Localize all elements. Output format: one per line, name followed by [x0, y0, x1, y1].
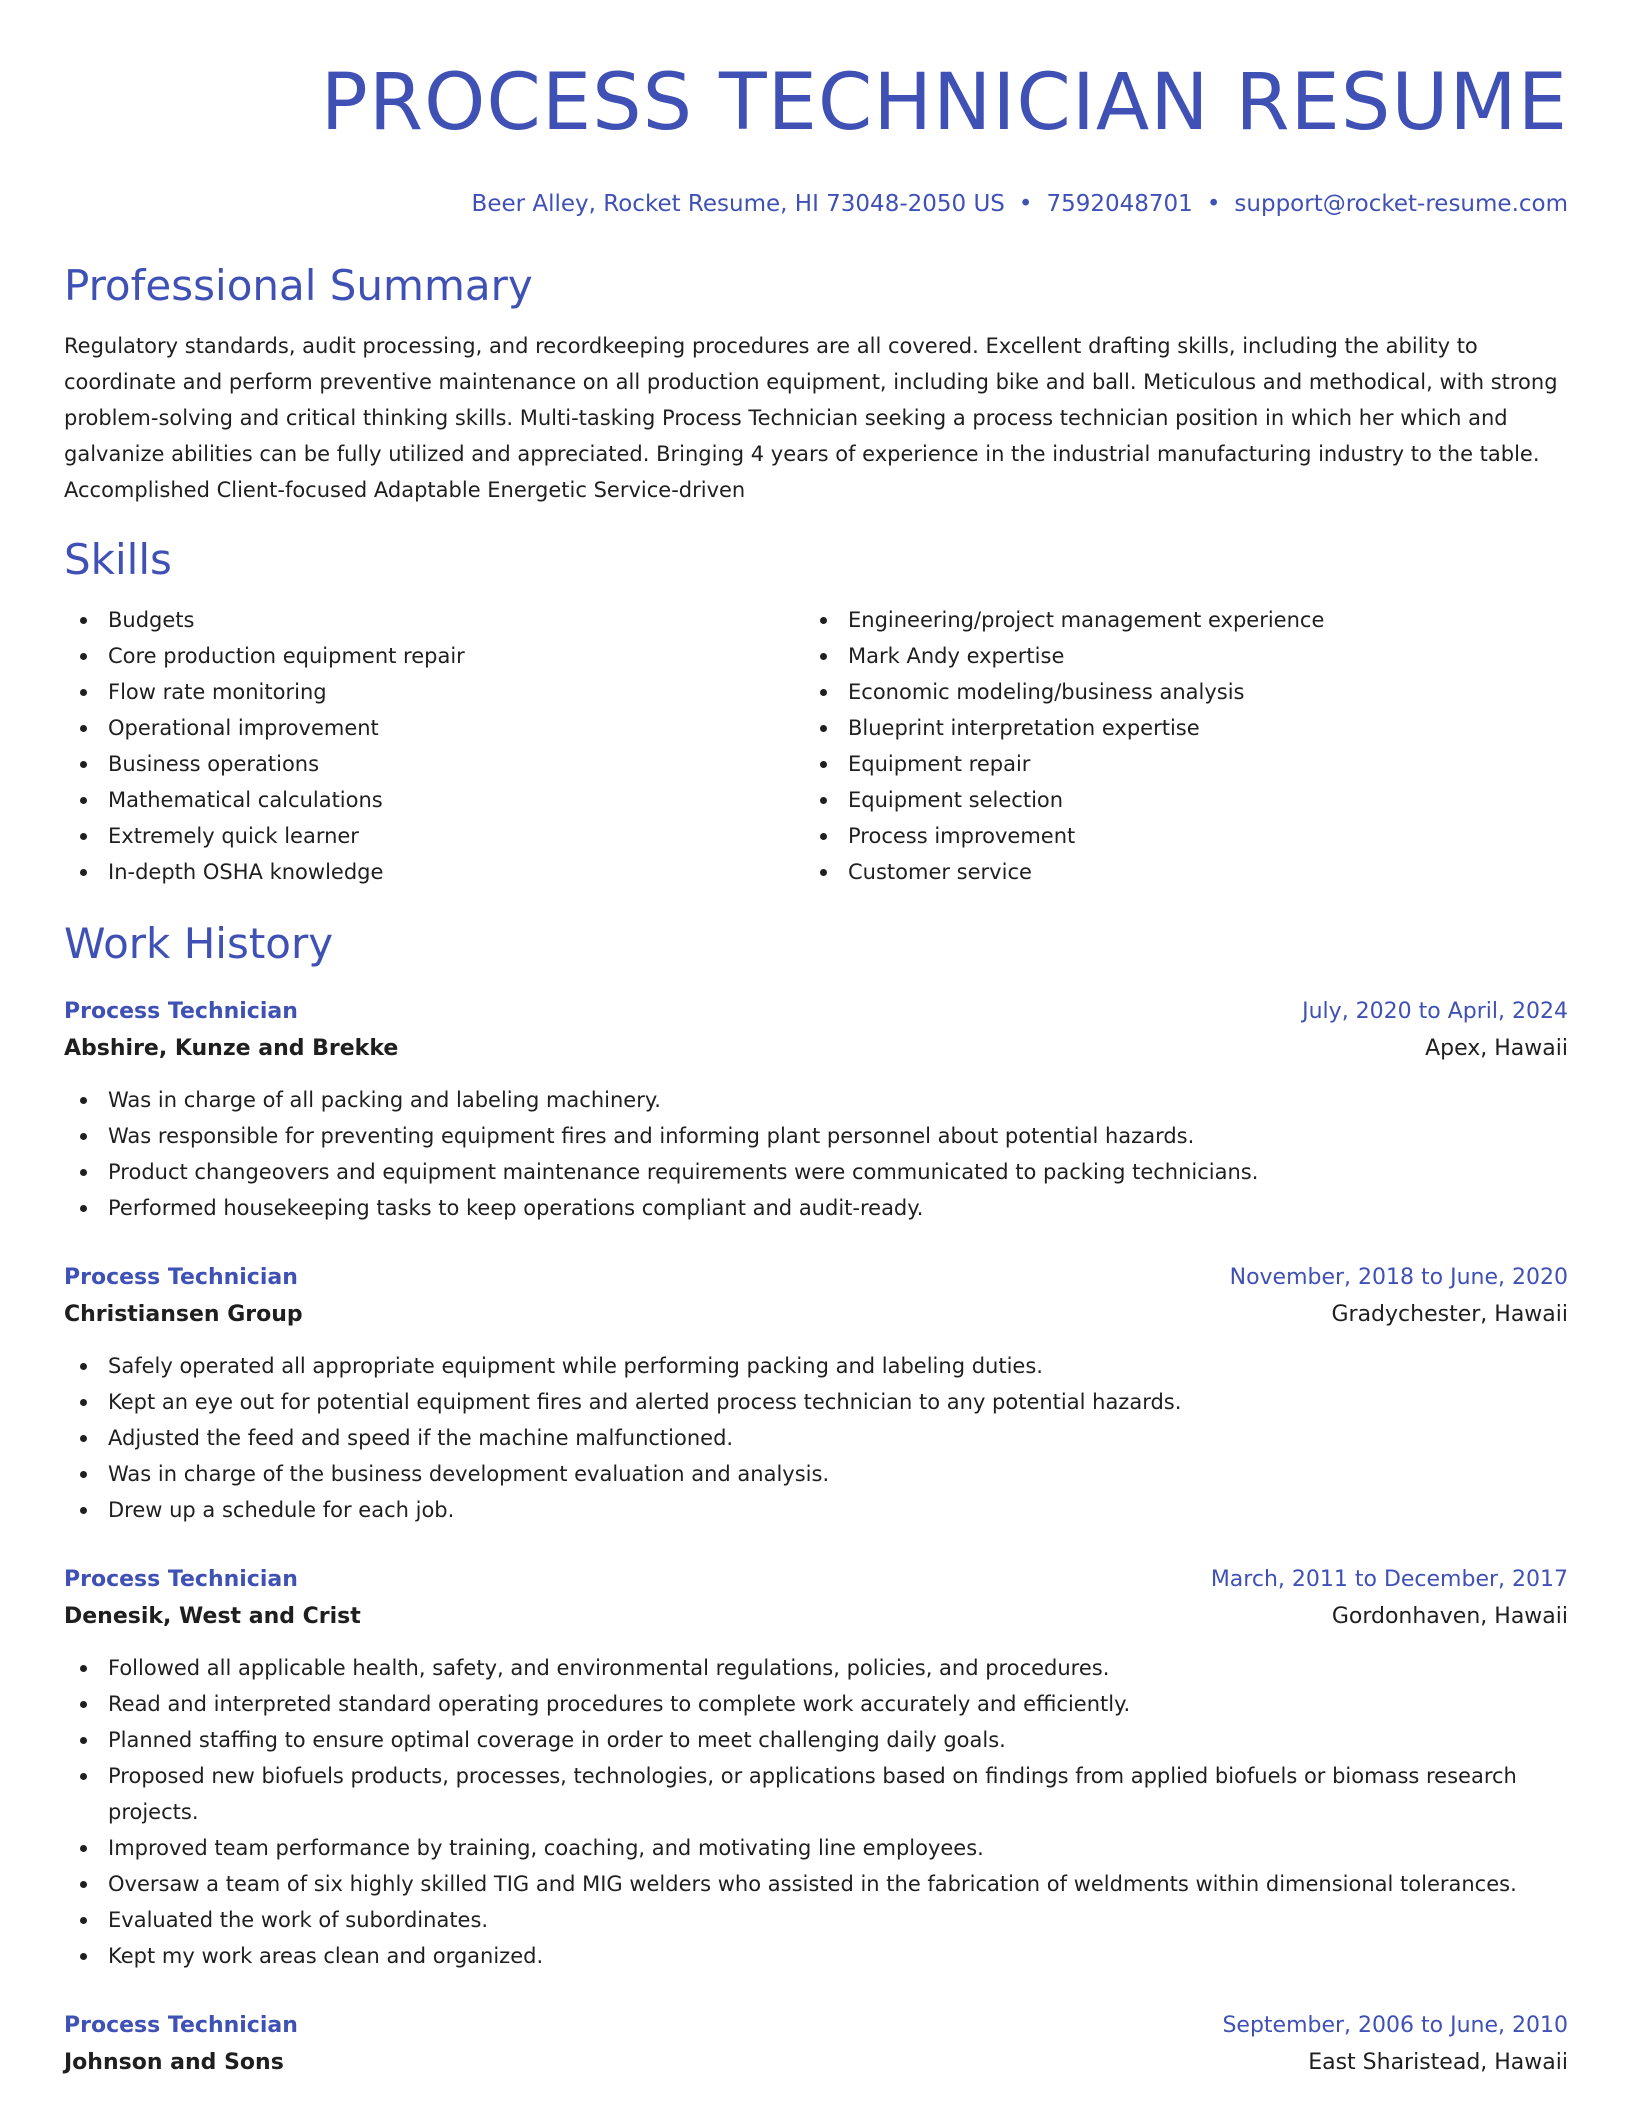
job-title-row	[64, 2008, 1568, 2044]
job-dates: March, 2011 to December, 2017	[1210, 1567, 1568, 1592]
job-company-row	[64, 1296, 1568, 1334]
list-item-text: Performed housekeeping tasks to keep operations compliant and audit-ready.	[108, 1196, 924, 1220]
job-company-row	[64, 2044, 1568, 2082]
job-list	[64, 994, 1568, 2082]
bullet-dot-icon	[820, 761, 827, 768]
job-entry	[64, 994, 1568, 1226]
bullet-dot-icon	[80, 833, 87, 840]
bullet-dot-icon	[80, 689, 87, 696]
contact-address: Beer Alley, Rocket Resume, HI 73048-2050 US	[471, 191, 1005, 217]
bullet-dot-icon	[80, 1953, 87, 1960]
job-entry	[64, 1562, 1568, 1974]
job-title-row	[64, 994, 1568, 1030]
bullet-dot-icon	[80, 653, 87, 660]
bullet-dot-icon	[80, 1205, 87, 1212]
job-company: Denesik, West and Crist	[64, 1604, 361, 1629]
list-item	[64, 782, 804, 818]
list-item-text: Extremely quick learner	[108, 824, 359, 848]
bullet-dot-icon	[80, 1665, 87, 1672]
list-item	[64, 1866, 1568, 1902]
bullet-dot-icon	[80, 1737, 87, 1744]
list-item-text: Equipment repair	[848, 752, 1031, 776]
job-bullet-list	[64, 1082, 1568, 1226]
list-item	[64, 1758, 1568, 1830]
contact-phone: 7592048701	[1046, 191, 1193, 217]
bullet-dot-icon	[820, 797, 827, 804]
list-item	[64, 854, 804, 890]
list-item	[64, 1902, 1568, 1938]
bullet-dot-icon	[80, 1133, 87, 1140]
bullet-dot-icon	[80, 617, 87, 624]
job-location: Gradychester, Hawaii	[1331, 1302, 1568, 1327]
bullet-dot-icon	[80, 1845, 87, 1852]
list-item-text: Kept my work areas clean and organized.	[108, 1944, 544, 1968]
list-item-text: Proposed new biofuels products, processes, technologies, or applications based on findings from applied biofuels or biomass research projects.	[108, 1764, 1517, 1824]
job-dates: September, 2006 to June, 2010	[1222, 2013, 1568, 2038]
job-location: Gordonhaven, Hawaii	[1331, 1604, 1568, 1629]
list-item-text: Business operations	[108, 752, 320, 776]
list-item-text: Process improvement	[848, 824, 1076, 848]
bullet-dot-icon	[80, 1917, 87, 1924]
list-item-text: Product changeovers and equipment maintenance requirements were communicated to packing technicians.	[108, 1160, 1259, 1184]
summary-heading: Professional Summary	[64, 261, 533, 310]
contact-email: support@rocket-resume.com	[1234, 191, 1568, 217]
bullet-dot-icon	[820, 833, 827, 840]
resume-title: PROCESS TECHNICIAN RESUME	[320, 58, 1568, 148]
list-item	[804, 818, 1544, 854]
job-entry	[64, 1260, 1568, 1528]
resume-header	[64, 48, 1568, 220]
bullet-dot-icon	[80, 1471, 87, 1478]
job-title: Process Technician	[64, 1567, 298, 1592]
job-company-row	[64, 1598, 1568, 1636]
list-item	[64, 1154, 1568, 1190]
job-location: Apex, Hawaii	[1425, 1036, 1568, 1061]
bullet-dot-icon	[80, 1169, 87, 1176]
list-item-text: Mark Andy expertise	[848, 644, 1065, 668]
list-item	[64, 638, 804, 674]
bullet-dot-icon	[820, 725, 827, 732]
list-item-text: Kept an eye out for potential equipment fires and alerted process technician to any potential hazards.	[108, 1390, 1182, 1414]
summary-section	[64, 258, 1568, 508]
contact-separator: •	[1018, 191, 1033, 217]
list-item-text: Oversaw a team of six highly skilled TIG and MIG welders who assisted in the fabrication of weldments within dimensional tolerances.	[108, 1872, 1517, 1896]
list-item-text: Mathematical calculations	[108, 788, 383, 812]
work-history-section	[64, 916, 1568, 2082]
list-item-text: Safely operated all appropriate equipment while performing packing and labeling duties.	[108, 1354, 1043, 1378]
job-title-row	[64, 1260, 1568, 1296]
list-item	[64, 1492, 1568, 1528]
list-item	[64, 710, 804, 746]
skills-section	[64, 532, 1568, 890]
list-item	[64, 1420, 1568, 1456]
job-title: Process Technician	[64, 1265, 298, 1290]
bullet-dot-icon	[820, 869, 827, 876]
job-dates: July, 2020 to April, 2024	[1302, 999, 1568, 1024]
list-item-text: Budgets	[108, 608, 195, 632]
job-company: Christiansen Group	[64, 1302, 303, 1327]
list-item	[64, 1938, 1568, 1974]
job-title: Process Technician	[64, 2013, 298, 2038]
list-item-text: Blueprint interpretation expertise	[848, 716, 1200, 740]
skills-list-right	[804, 602, 1544, 890]
job-company-row	[64, 1030, 1568, 1068]
job-company: Abshire, Kunze and Brekke	[64, 1036, 399, 1061]
bullet-dot-icon	[80, 1773, 87, 1780]
bullet-dot-icon	[80, 1507, 87, 1514]
list-item-text: In-depth OSHA knowledge	[108, 860, 384, 884]
bullet-dot-icon	[80, 1399, 87, 1406]
list-item-text: Was in charge of all packing and labeling machinery.	[108, 1088, 661, 1112]
job-bullet-list	[64, 1348, 1568, 1528]
contact-separator: •	[1206, 191, 1221, 217]
list-item-text: Followed all applicable health, safety, and environmental regulations, policies, and procedures.	[108, 1656, 1110, 1680]
list-item	[64, 1722, 1568, 1758]
list-item-text: Adjusted the feed and speed if the machine malfunctioned.	[108, 1426, 734, 1450]
list-item-text: Customer service	[848, 860, 1032, 884]
bullet-dot-icon	[80, 1701, 87, 1708]
job-bullet-list	[64, 1650, 1568, 1974]
list-item	[64, 1686, 1568, 1722]
list-item-text: Was in charge of the business development evaluation and analysis.	[108, 1462, 830, 1486]
list-item	[64, 1348, 1568, 1384]
job-dates: November, 2018 to June, 2020	[1229, 1265, 1568, 1290]
list-item-text: Operational improvement	[108, 716, 379, 740]
work-history-heading: Work History	[64, 919, 334, 968]
list-item	[64, 1082, 1568, 1118]
list-item	[804, 710, 1544, 746]
job-title: Process Technician	[64, 999, 298, 1024]
list-item	[804, 674, 1544, 710]
list-item-text: Was responsible for preventing equipment fires and informing plant personnel about potential hazards.	[108, 1124, 1195, 1148]
skills-grid	[64, 602, 1568, 890]
skills-list-left	[64, 602, 804, 890]
job-location: East Sharistead, Hawaii	[1308, 2050, 1568, 2075]
bullet-dot-icon	[80, 1435, 87, 1442]
bullet-dot-icon	[80, 1097, 87, 1104]
list-item-text: Core production equipment repair	[108, 644, 465, 668]
list-item-text: Read and interpreted standard operating procedures to complete work accurately and efficiently.	[108, 1692, 1131, 1716]
list-item	[64, 746, 804, 782]
contact-line	[64, 188, 1568, 220]
bullet-dot-icon	[80, 869, 87, 876]
list-item-text: Improved team performance by training, coaching, and motivating line employees.	[108, 1836, 984, 1860]
list-item	[64, 1456, 1568, 1492]
list-item	[64, 674, 804, 710]
list-item-text: Drew up a schedule for each job.	[108, 1498, 455, 1522]
list-item	[64, 1830, 1568, 1866]
bullet-dot-icon	[80, 761, 87, 768]
job-entry	[64, 2008, 1568, 2082]
list-item-text: Flow rate monitoring	[108, 680, 327, 704]
list-item	[804, 602, 1544, 638]
skills-heading: Skills	[64, 535, 172, 584]
list-item	[64, 1384, 1568, 1420]
list-item-text: Economic modeling/business analysis	[848, 680, 1245, 704]
list-item	[64, 1118, 1568, 1154]
list-item	[64, 1190, 1568, 1226]
bullet-dot-icon	[820, 653, 827, 660]
list-item-text: Engineering/project management experience	[848, 608, 1325, 632]
list-item	[804, 638, 1544, 674]
bullet-dot-icon	[80, 1363, 87, 1370]
list-item-text: Planned staffing to ensure optimal coverage in order to meet challenging daily goals.	[108, 1728, 1006, 1752]
bullet-dot-icon	[80, 797, 87, 804]
list-item	[64, 1650, 1568, 1686]
bullet-dot-icon	[820, 617, 827, 624]
bullet-dot-icon	[80, 725, 87, 732]
list-item-text: Evaluated the work of subordinates.	[108, 1908, 489, 1932]
list-item-text: Equipment selection	[848, 788, 1064, 812]
list-item	[64, 602, 804, 638]
list-item	[804, 746, 1544, 782]
job-title-row	[64, 1562, 1568, 1598]
list-item	[804, 854, 1544, 890]
bullet-dot-icon	[80, 1881, 87, 1888]
job-company: Johnson and Sons	[64, 2050, 284, 2075]
list-item	[64, 818, 804, 854]
bullet-dot-icon	[820, 689, 827, 696]
summary-text: Regulatory standards, audit processing, and recordkeeping procedures are all covered. Excellent drafting skills, including the ability to coordinate and perform preventive maintenance on all production equipment, including bike and ball. Meticulous and methodical, with strong problem-solving and critical thinking skills. Multi-tasking Process Technician seeking a process technician position in which her which and galvanize abilities can be fully utilized and appreciated. Bringing 4 years of experience in the industrial manufacturing industry to the table. Accomplished Client-focused Adaptable Energetic Service-driven	[64, 334, 1558, 502]
list-item	[804, 782, 1544, 818]
